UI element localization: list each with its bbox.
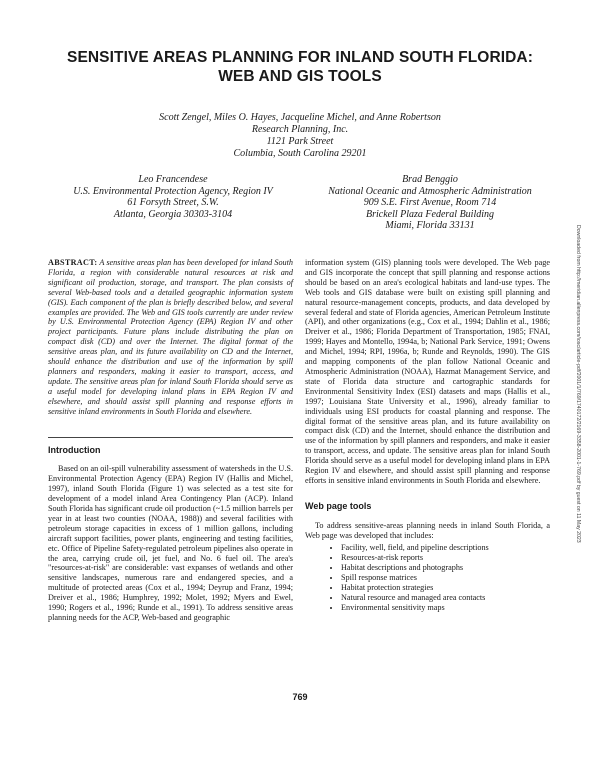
coauthor-noaa [300, 174, 560, 232]
author-street: 1121 Park Street [266, 136, 334, 147]
title-line: WEB AND GIS TOOLS [218, 68, 382, 85]
list-item: • Spill response matrices [341, 573, 550, 583]
web-tools-list [305, 543, 550, 613]
abstract [48, 258, 293, 417]
coauthor-name: Brad Benggio [402, 174, 458, 185]
list-item: • Natural resource and managed area contacts [341, 593, 550, 603]
author-names: Scott Zengel, Miles O. Hayes, Jacqueline Michel, and Anne Robertson [159, 112, 441, 123]
coauthor-city: Miami, Florida 33131 [385, 220, 475, 231]
page-number: 769 [292, 692, 308, 702]
download-watermark: Downloaded from http://meridian.allenpress.com/iosc/article-pdf/2001/1/769/1740172/2169-3358-2001-1-769.pdf by guest on 11 May 2023 [575, 225, 581, 543]
body-paragraph: information system (GIS) planning tools were developed. The Web page and GIS incorporate the concept that spill planning and response actions should be based on an area's ecological habitats and land-use types. The Web tools and GIS database were built on existing spill planning and natural resource-management concepts, products, and data developed by several federal and state of Florida agencies, American Petroleum Institute (API), and other organizations (e.g., Cox et al., 1994; Dahlin et al., 1986; Dreiver et al., 1986; Florida Department of Transportation, 1985; FNAI, 1999; Hayes and Montello, 1994a, b; National Park Service, 1991; Owens and Michel, 1994; RPI, 1996a, b; Runde and Reynolds, 1990). The GIS and mapping components of the plan follow National Oceanic and Atmospheric Administration (NOAA), Hazmat Management Service, and state of Florida data structure and cartographic standards for Environmental Sensitivity Index (ESI) datasets and maps (Hallis et al., 1997; Louisiana State University et al., 1996), already familiar to individuals using ESI products for coastal planning and response. The digital format of the sensitive areas plan, and its future availability on compact disk (CD) and the Internet, should enhance the distribution and use of the information by spill planners and responders, and make it easier to transport, access, and update. The sensitive areas plan for inland South Florida should serve as a useful model for developing inland plans in EPA Region IV and elsewhere, and should assist spill planning and response efforts in sensitive inland environments in South Florida and elsewhere. [305, 258, 550, 485]
list-item: • Habitat descriptions and photographs [341, 563, 550, 573]
right-column [305, 258, 550, 613]
coauthor-affiliation: U.S. Environmental Protection Agency, Region IV [73, 185, 273, 197]
author-affiliation: Research Planning, Inc. [251, 124, 349, 135]
title-line: SENSITIVE AREAS PLANNING FOR INLAND SOUTH FLORIDA: [67, 49, 533, 66]
web-tools-text: To address sensitive-areas planning needs in inland South Florida, a Web page was developed that includes: [305, 520, 550, 540]
introduction-text: Based on an oil-spill vulnerability assessment of watersheds in the U.S. Environmental Protection Agency (EPA) Region IV (Hallis and Michel, 1997), inland South Florida (Figure 1) was selected as a test site for development of a model inland Area Contingency Plan (ACP). Inland South Florida has significant crude oil production (~1.5 million barrels per year in at least two counties (NOAA, 1988)) and several facilities with petroleum storage capacities in excess of 1 million gallons, including aircraft support facilities, power plants, engineering and testing facilities, etc. Office of Pipeline Safety-regulated petroleum pipelines also operate in the area, carrying crude oil, jet fuel, and No. 6 fuel oil. The area's "resources-at-risk" are considerable: vast expanses of wetlands and other sensitive landscapes, numerous rare and endangered species, and a multitude of protected areas (Cox et al., 1994; Deyrup and Franz, 1994; Dreiver et al., 1986; Humphrey, 1992; Molet, 1992; Myers and Ewel, 1990; Rogers et al., 1996; Runde et al., 1991). To address sensitive areas planning needs for the ACP, Web-based and geographic [48, 464, 293, 622]
list-item: • Environmental sensitivity maps [341, 603, 550, 613]
coauthor-city: Atlanta, Georgia 30303-3104 [113, 208, 233, 220]
abstract-label: ABSTRACT: [48, 258, 98, 267]
abstract-text: A sensitive areas plan has been developed for inland South Florida, a region with considerable natural resources at risk and significant oil production, storage, and transport. The plan consists of several Web-based tools and a detailed geographic information system (GIS). Each component of the plan is briefly described below, and several examples are provided. The Web and GIS tools currently are under review by U.S. Environmental Protection Agency (EPA) Region IV and other project participants. Future plans include distributing the plan on compact disk (CD) and over the Internet. The digital format of the sensitive areas plan, and its future availability on CD and the Internet, should enhance the distribution and use of the information by spill planners and responders, making it easier to transport, access, and update. The sensitive areas plan for inland South Florida should serve as a useful model for developing inland plans in EPA Region IV and elsewhere, and should assist spill planning and response efforts in sensitive inland environments in South Florida and elsewhere. [48, 258, 293, 416]
coauthor-building: Brickell Plaza Federal Building [365, 208, 495, 220]
coauthor-street: 909 S.E. First Avenue, Room 714 [363, 197, 497, 208]
coauthor-epa [48, 174, 298, 220]
section-heading-web-tools: Web page tools [305, 500, 372, 511]
coauthor-name: Leo Francendese [138, 174, 208, 185]
coauthor-street: 61 Forsyth Street, S.W. [127, 197, 219, 208]
list-item: • Facility, well, field, and pipeline descriptions [341, 543, 550, 553]
author-city: Columbia, South Carolina 29201 [233, 148, 367, 159]
left-column [48, 258, 293, 623]
paper-title [60, 48, 540, 86]
primary-authors [90, 112, 510, 160]
list-item: • Resources-at-risk reports [341, 553, 550, 563]
coauthor-affiliation: National Oceanic and Atmospheric Administration [328, 185, 532, 197]
section-heading-introduction: Introduction [48, 444, 101, 455]
list-item: • Habitat protection strategies [341, 583, 550, 593]
